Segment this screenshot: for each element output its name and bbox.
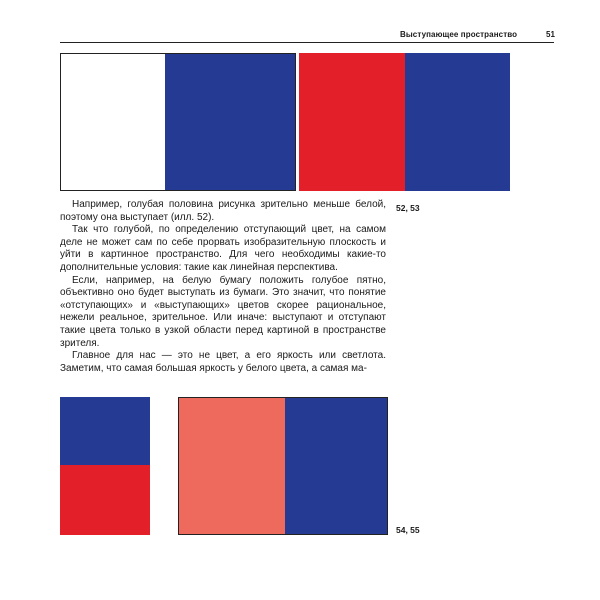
- caption-54-55: 54, 55: [396, 525, 420, 535]
- paragraph: Если, например, на белую бумагу положить голубое пятно, объективно оно будет выступать из бумаги. Это значит, что понятие «отступающих» и «выступающих» цветов скорее рациональное, нежели реальное, зрительное. Или иначе: выступают и отступают такие цвета только в узкой области перед картиной в пространстве зрителя.: [60, 274, 386, 349]
- figure-52-white-half: [61, 54, 165, 190]
- header-rule: [60, 42, 554, 43]
- figure-53: [299, 53, 510, 191]
- caption-52-53: 52, 53: [396, 203, 420, 213]
- figure-54-blue-half: [60, 397, 150, 465]
- figure-52: [60, 53, 296, 191]
- figure-54-red-half: [60, 465, 150, 535]
- figure-55: [178, 397, 388, 535]
- figure-55-salmon-half: [179, 398, 285, 534]
- figure-55-blue-half: [285, 398, 387, 534]
- body-text: [60, 199, 386, 375]
- figure-53-red-half: [299, 53, 405, 191]
- figure-53-blue-half: [405, 53, 510, 191]
- paragraph: Так что голубой, по определению отступающий цвет, на самом деле не может сам по себе прорвать изобразительную плоскость и уйти в картинное пространство. Для чего необходимы какие-то дополнительные условия: такие как линейная перспектива.: [60, 224, 386, 273]
- paragraph: Например, голубая половина рисунка зрительно меньше белой, поэтому она выступает (илл. 52).: [60, 199, 386, 223]
- figure-52-blue-half: [165, 54, 295, 190]
- paragraph: Главное для нас — это не цвет, а его яркость или светлота. Заметим, что самая большая яркость у белого цвета, а самая ма-: [60, 350, 386, 374]
- running-header-title: Выступающее пространство: [400, 30, 518, 39]
- figure-54: [60, 397, 150, 535]
- page-number: 51: [546, 30, 555, 39]
